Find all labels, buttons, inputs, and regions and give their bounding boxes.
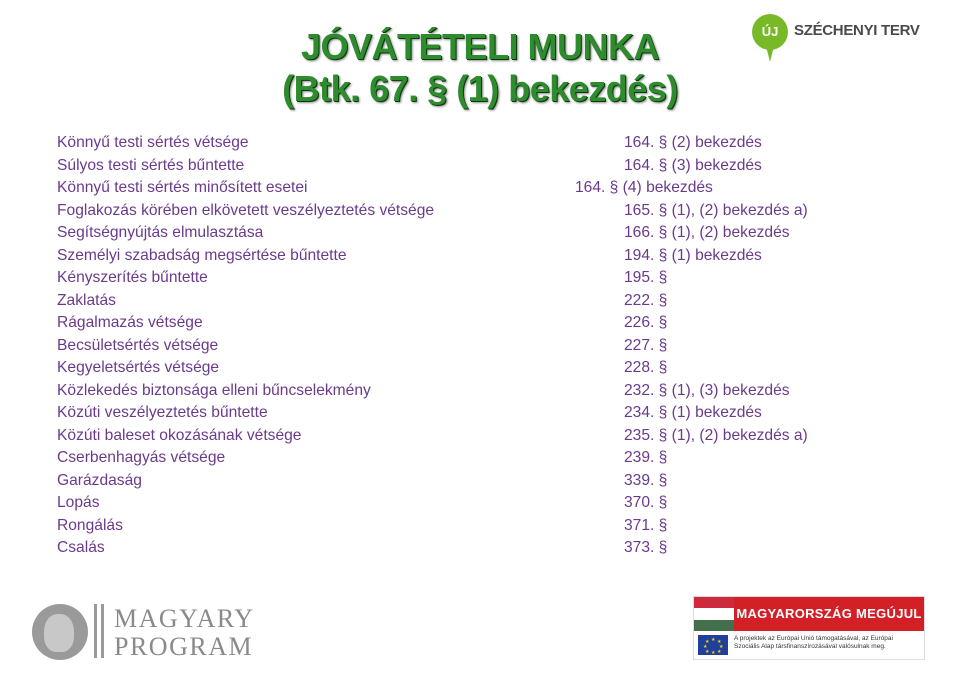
list-item — [57, 337, 937, 360]
offense-name: Könnyű testi sértés minősített esetei — [57, 179, 308, 196]
list-item — [57, 517, 937, 540]
offense-name: Könnyű testi sértés vétsége — [57, 134, 249, 151]
offense-name: Kényszerítés bűntette — [57, 269, 208, 286]
offense-name: Közúti baleset okozásának vétsége — [57, 426, 302, 444]
legal-reference: 226. § — [624, 314, 668, 331]
legal-reference: 227. § — [624, 336, 668, 354]
list-item — [57, 539, 937, 562]
eu-flag-icon: ★ ★ ★ ★ ★ ★ ★ ★ — [698, 635, 728, 655]
title-line-2: (Btk. 67. § (1) bekezdés) — [282, 68, 678, 109]
legal-reference: 164. § (2) bekezdés — [624, 134, 762, 151]
offense-name: Garázdaság — [57, 471, 142, 489]
legal-reference: 234. § (1) bekezdés — [624, 404, 762, 421]
list-item — [57, 359, 937, 382]
offense-list — [57, 134, 937, 562]
magyarorszag-megujul-banner — [693, 596, 925, 660]
offense-name: Segítségnyújtás elmulasztása — [57, 224, 264, 241]
list-item — [57, 427, 937, 450]
legal-reference: 164. § (3) bekezdés — [624, 156, 762, 174]
list-item — [57, 157, 937, 180]
list-item — [57, 224, 937, 247]
legal-reference: 166. § (1), (2) bekezdés — [624, 224, 790, 241]
list-item — [57, 382, 937, 405]
legal-reference: 232. § (1), (3) bekezdés — [624, 381, 790, 399]
szechenyi-terv-wordmark: SZÉCHENYI TERV — [794, 22, 920, 39]
offense-name: Zaklatás — [57, 291, 116, 309]
offense-name: Lopás — [57, 494, 100, 511]
legal-reference: 373. § — [624, 539, 668, 556]
list-item — [57, 269, 937, 292]
offense-name: Kegyeletsértés vétsége — [57, 359, 220, 376]
szechenyi-terv-logo — [752, 12, 932, 66]
legal-reference: 164. § (4) bekezdés — [575, 179, 713, 196]
list-item — [57, 292, 937, 315]
list-item — [57, 472, 937, 495]
legal-reference: 194. § (1) bekezdés — [624, 246, 762, 264]
legal-reference: 235. § (1), (2) bekezdés a) — [624, 426, 808, 444]
magyary-program-logo — [32, 600, 262, 662]
list-item — [57, 202, 937, 225]
slide-title — [190, 26, 770, 110]
list-item — [57, 314, 937, 337]
legal-reference: 222. § — [624, 291, 668, 309]
offense-name: Foglakozás körében elkövetett veszélyeztetés vétsége — [57, 201, 435, 219]
list-item — [57, 494, 937, 517]
offense-name: Becsületsértés vétsége — [57, 336, 219, 354]
offense-name: Közúti veszélyeztetés bűntette — [57, 404, 268, 421]
uj-circle-icon: ÚJ — [752, 14, 788, 50]
offense-name: Csalás — [57, 539, 105, 556]
legal-reference: 195. § — [624, 269, 668, 286]
hungarian-flag-icon — [694, 597, 734, 631]
title-line-1: JÓVÁTÉTELI MUNKA — [300, 26, 659, 67]
portrait-icon — [32, 604, 88, 660]
offense-name: Személyi szabadság megsértése bűntette — [57, 246, 347, 264]
magyary-wordmark: MAGYARY — [114, 604, 255, 633]
offense-name: Súlyos testi sértés bűntette — [57, 156, 245, 174]
legal-reference: 370. § — [624, 494, 668, 511]
offense-name: Rongálás — [57, 516, 123, 534]
divider — [94, 604, 97, 658]
offense-name: Rágalmazás vétsége — [57, 314, 203, 331]
program-wordmark: PROGRAM — [114, 632, 254, 661]
offense-name: Közlekedés biztonsága elleni bűncselekmény — [57, 381, 371, 399]
legal-reference: 239. § — [624, 449, 668, 466]
list-item — [57, 404, 937, 427]
legal-reference: 371. § — [624, 516, 668, 534]
list-item — [57, 134, 937, 157]
banner-caption: A projektek az Európai Unió támogatásával, az Európai Szociális Alap társfinanszírozásával valósulnak meg. — [734, 635, 893, 650]
legal-reference: 165. § (1), (2) bekezdés a) — [624, 201, 808, 219]
list-item — [57, 247, 937, 270]
legal-reference: 228. § — [624, 359, 668, 376]
list-item — [57, 179, 937, 202]
divider — [101, 604, 104, 658]
list-item — [57, 449, 937, 472]
offense-name: Cserbenhagyás vétsége — [57, 449, 226, 466]
banner-title: MAGYARORSZÁG MEGÚJUL — [734, 597, 924, 631]
legal-reference: 339. § — [624, 471, 668, 489]
